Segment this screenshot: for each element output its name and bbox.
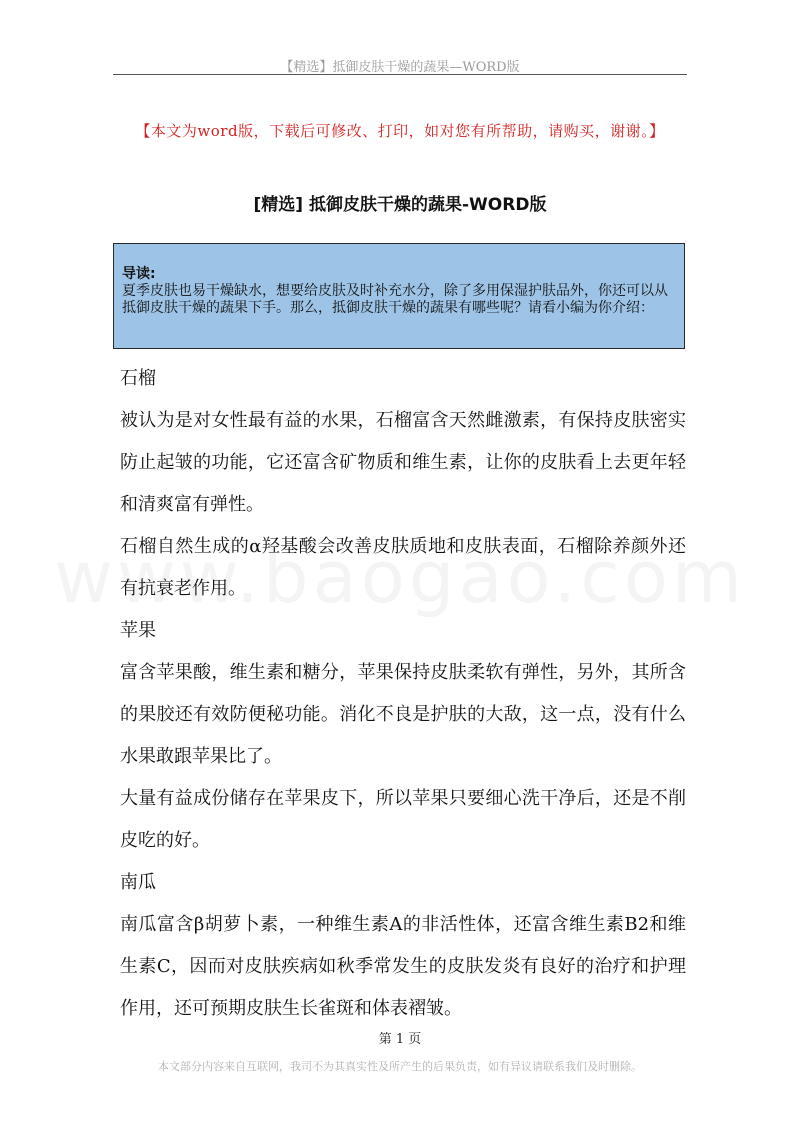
section-heading-pumpkin: 南瓜	[120, 872, 156, 893]
intro-box	[113, 243, 685, 349]
footer-disclaimer: 本文部分内容来自互联网，我司不为其真实性及所产生的后果负责，如有异议请联系我们及时删除。	[158, 1060, 642, 1073]
article-body	[120, 358, 686, 1030]
paragraph: 富含苹果酸，维生素和糖分，苹果保持皮肤柔软有弹性，另外，其所含的果胶还有效防便秘功能。消化不良是护肤的大敌，这一点，没有什么水果敢跟苹果比了。	[120, 662, 686, 767]
paragraph: 大量有益成份储存在苹果皮下，所以苹果只要细心洗干净后，还是不削皮吃的好。	[120, 788, 686, 851]
paragraph: 南瓜富含β胡萝卜素，一种维生素A的非活性体，还富含维生素B2和维生素C，因而对皮肤疾病如秋季常发生的皮肤发炎有良好的治疗和护理作用，还可预期皮肤生长雀斑和体表褶皱。	[120, 914, 686, 1019]
section-heading-apple: 苹果	[120, 620, 156, 641]
section-heading-pomegranate: 石榴	[120, 368, 156, 389]
document-title: [精选] 抵御皮肤干燥的蔬果-WORD版	[253, 195, 547, 215]
running-header: 【精选】抵御皮肤干燥的蔬果—WORD版	[280, 60, 520, 75]
intro-label: 导读:	[122, 266, 156, 282]
paragraph: 被认为是对女性最有益的水果，石榴富含天然雌激素，有保持皮肤密实防止起皱的功能，它还富含矿物质和维生素，让你的皮肤看上去更年轻和清爽富有弹性。	[120, 410, 686, 515]
paragraph: 石榴自然生成的α羟基酸会改善皮肤质地和皮肤表面，石榴除养颜外还有抗衰老作用。	[120, 536, 686, 599]
download-notice: 【本文为word版，下载后可修改、打印，如对您有所帮助，请购买，谢谢。】	[135, 122, 665, 140]
page-number: 第 1 页	[378, 1032, 422, 1047]
intro-text: 夏季皮肤也易干燥缺水，想要给皮肤及时补充水分，除了多用保湿护肤品外，你还可以从抵御皮肤干燥的蔬果下手。那么，抵御皮肤干燥的蔬果有哪些呢？请看小编为你介绍：	[122, 283, 668, 316]
header-divider	[113, 74, 687, 75]
